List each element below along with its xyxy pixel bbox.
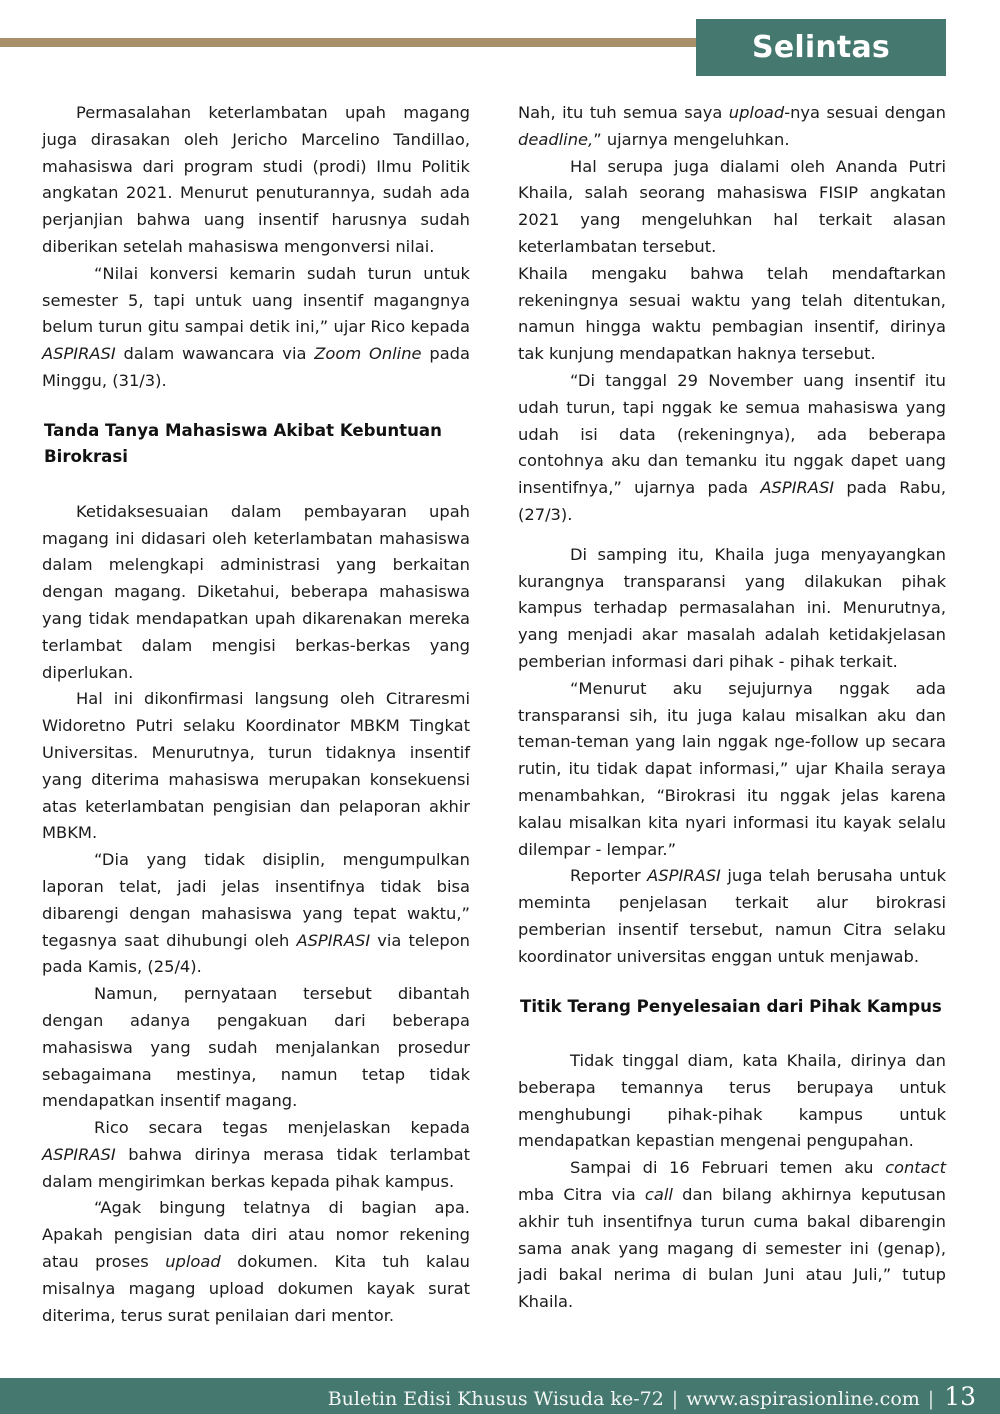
spacer — [518, 529, 946, 542]
paragraph — [42, 261, 470, 395]
paragraph-text: Nah, itu tuh semua saya — [518, 103, 729, 122]
emphasis-aspirasi: ASPIRASI — [296, 930, 371, 950]
emphasis-upload: upload — [728, 103, 785, 122]
section-tab-label: Selintas — [752, 29, 890, 65]
paragraph-text: Di samping itu, Khaila juga menyayangkan kurangnya transparansi yang dilakukan pihak kampus terhadap permasalahan ini. Menurutnya, yang menjadi akar masalah adalah ketidakjelasan pemberian informasi dari pihak - pihak terkait. — [518, 544, 946, 671]
footer-website-link[interactable]: www.aspirasionline.com — [686, 1387, 920, 1410]
paragraph-text: Reporter — [570, 866, 648, 886]
paragraph-text: Tidak tinggal diam, kata Khaila, dirinya dan beberapa temannya terus berupaya untuk menghubungi pihak-pihak kampus untuk mendapatkan kepastian mengenai pengupahan. — [518, 1051, 946, 1151]
emphasis-aspirasi: ASPIRASI — [647, 866, 721, 886]
emphasis-zoom-online: Zoom Online — [314, 344, 422, 364]
right-column — [518, 100, 946, 1316]
paragraph-text: Khaila mengaku bahwa telah mendaftarkan rekeningnya sesuai waktu yang telah ditentukan, namun hingga waktu pembagian insentif, dirinya tak kunjung mendapatkan haknya tersebut. — [518, 263, 946, 364]
footer-separator: | — [671, 1387, 679, 1410]
paragraph-text: bahwa dirinya merasa tidak terlambat dalam mengirimkan berkas kepada pihak kampus. — [42, 1144, 470, 1191]
gold-rule-decoration — [0, 38, 712, 47]
paragraph-text: “Nilai konversi kemarin sudah turun untuk semester 5, tapi untuk uang insentif magangnya belum turun gitu sampai detik ini,” ujar Rico kepada — [42, 263, 470, 337]
emphasis-call: call — [644, 1184, 673, 1204]
paragraph — [42, 1115, 470, 1195]
paragraph — [518, 1155, 946, 1316]
paragraph-text: pada Rabu, (27/3). — [518, 478, 946, 524]
paragraph-text: juga telah berusaha untuk meminta penjelasan terkait alur birokrasi pemberian insentif tersebut, namun Citra selaku koordinator universitas enggan untuk menjawab. — [518, 866, 946, 966]
page-footer — [0, 1378, 1000, 1414]
paragraph-text: mba Citra via — [518, 1184, 645, 1204]
emphasis-aspirasi: ASPIRASI — [760, 478, 835, 498]
left-column — [42, 100, 470, 1329]
paragraph-text: pada Minggu, (31/3). — [42, 344, 470, 390]
paragraph — [42, 499, 470, 687]
page-header — [0, 0, 1000, 95]
paragraph-text: “Dia yang tidak disiplin, mengumpulkan laporan telat, jadi jelas insentifnya tidak bisa dibarengi dengan mahasiswa yang tepat waktu,” tegasnya saat dihubungi oleh — [42, 850, 470, 950]
paragraph-text: Namun, pernyataan tersebut dibantah dengan adanya pengakuan dari beberapa mahasiswa yang sudah menjalankan prosedur sebagaimana mestinya, namun tetap tidak mendapatkan insentif magang. — [42, 984, 470, 1111]
paragraph — [518, 154, 946, 261]
paragraph-text: via telepon pada Kamis, (25/4). — [42, 930, 471, 977]
paragraph — [518, 261, 946, 368]
section-subheading: Titik Terang Penyelesaian dari Pihak Kampus — [520, 996, 942, 1016]
emphasis-upload: upload — [165, 1252, 221, 1272]
spacer — [42, 471, 470, 499]
paragraph-text: Sampai di 16 Februari temen aku — [570, 1158, 886, 1178]
paragraph — [518, 863, 946, 970]
paragraph-text: “Agak bingung telatnya di bagian apa. Apakah pengisian data diri atau nomor rekening atau proses — [42, 1198, 470, 1272]
paragraph — [518, 1048, 946, 1155]
paragraph-text: dalam wawancara via — [115, 344, 315, 364]
spacer — [518, 1020, 946, 1048]
spacer — [42, 395, 470, 418]
emphasis-aspirasi: ASPIRASI — [42, 1144, 116, 1164]
paragraph-text: “Menurut aku sejujurnya nggak ada transparansi sih, itu juga kalau misalkan aku dan teman-teman yang lain nggak nge-follow up secara rutin, itu tidak dapat informasi,” ujar Khaila seraya menambahkan, “Birokrasi itu nggak jelas karena kalau misalkan kita nyari informasi itu kayak selalu dilempar - lempar.” — [518, 678, 946, 859]
section-tab — [696, 19, 946, 76]
paragraph — [518, 676, 946, 864]
emphasis-contact: contact — [885, 1158, 946, 1178]
paragraph-text: Hal ini dikonfirmasi langsung oleh Citraresmi Widoretno Putri selaku Koordinator MBKM Tingkat Universitas. Menurutnya, turun tidaknya insentif yang diterima mahasiswa merupakan konsekuensi atas keterlambatan pengisian dan pelaporan akhir MBKM. — [42, 689, 470, 843]
article-body — [0, 100, 1000, 1365]
paragraph-text: Ketidaksesuaian dalam pembayaran upah magang ini didasari oleh keterlambatan mahasiswa dalam melengkapi administrasi yang berkaitan dengan magang. Diketahui, beberapa mahasiswa yang tidak mendapatkan upah dikarenakan mereka terlambat dalam mengisi berkas-berkas yang diperlukan. — [42, 501, 470, 682]
emphasis-aspirasi: ASPIRASI — [42, 344, 116, 364]
footer-text — [327, 1381, 976, 1411]
paragraph-text: ” ujarnya mengeluhkan. — [593, 129, 790, 149]
section-subheading: Tanda Tanya Mahasiswa Akibat Kebuntuan Birokrasi — [44, 420, 442, 467]
paragraph — [518, 100, 946, 154]
paragraph-text: -nya sesuai dengan — [784, 103, 946, 122]
paragraph — [518, 542, 946, 676]
paragraph-text: dokumen. Kita tuh kalau misalnya magang upload dokumen kayak surat diterima, terus surat penilaian dari mentor. — [42, 1252, 470, 1325]
spacer — [518, 971, 946, 994]
paragraph — [42, 1195, 470, 1329]
paragraph-text: dan bilang akhirnya keputusan akhir tuh insentifnya turun cuma bakal dibarengin sama anak yang magang di semester ini (genap), jadi bakal nerima di bulan Juni atau Juli,” tutup Khaila. — [518, 1184, 947, 1312]
paragraph-text: “Di tanggal 29 November uang insentif itu udah turun, tapi nggak ke semua mahasiswa yang udah isi data (rekeningnya), ada beberapa contohnya aku dan temanku itu nggak dapet uang insentifnya,” ujarnya pada — [518, 370, 946, 498]
paragraph — [42, 686, 470, 847]
footer-separator: | — [927, 1387, 935, 1410]
emphasis-deadline: deadline, — [518, 129, 594, 149]
paragraph — [42, 981, 470, 1115]
paragraph — [42, 100, 470, 261]
footer-bulletin-label: Buletin Edisi Khusus Wisuda ke-72 — [327, 1387, 664, 1410]
paragraph-text: Rico secara tegas menjelaskan kepada — [94, 1118, 470, 1138]
paragraph-text: Permasalahan keterlambatan upah magang juga dirasakan oleh Jericho Marcelino Tandillao, mahasiswa dari program studi (prodi) Ilmu Politik angkatan 2021. Menurut penuturannya, sudah ada perjanjian bahwa uang insentif harusnya sudah diberikan setelah mahasiswa mengonversi nilai. — [42, 103, 470, 256]
paragraph-text: Hal serupa juga dialami oleh Ananda Putri Khaila, salah seorang mahasiswa FISIP angkatan 2021 yang mengeluhkan hal terkait alasan keterlambatan tersebut. — [518, 156, 946, 256]
paragraph — [42, 847, 470, 981]
paragraph — [518, 368, 946, 529]
page-number: 13 — [944, 1381, 976, 1411]
